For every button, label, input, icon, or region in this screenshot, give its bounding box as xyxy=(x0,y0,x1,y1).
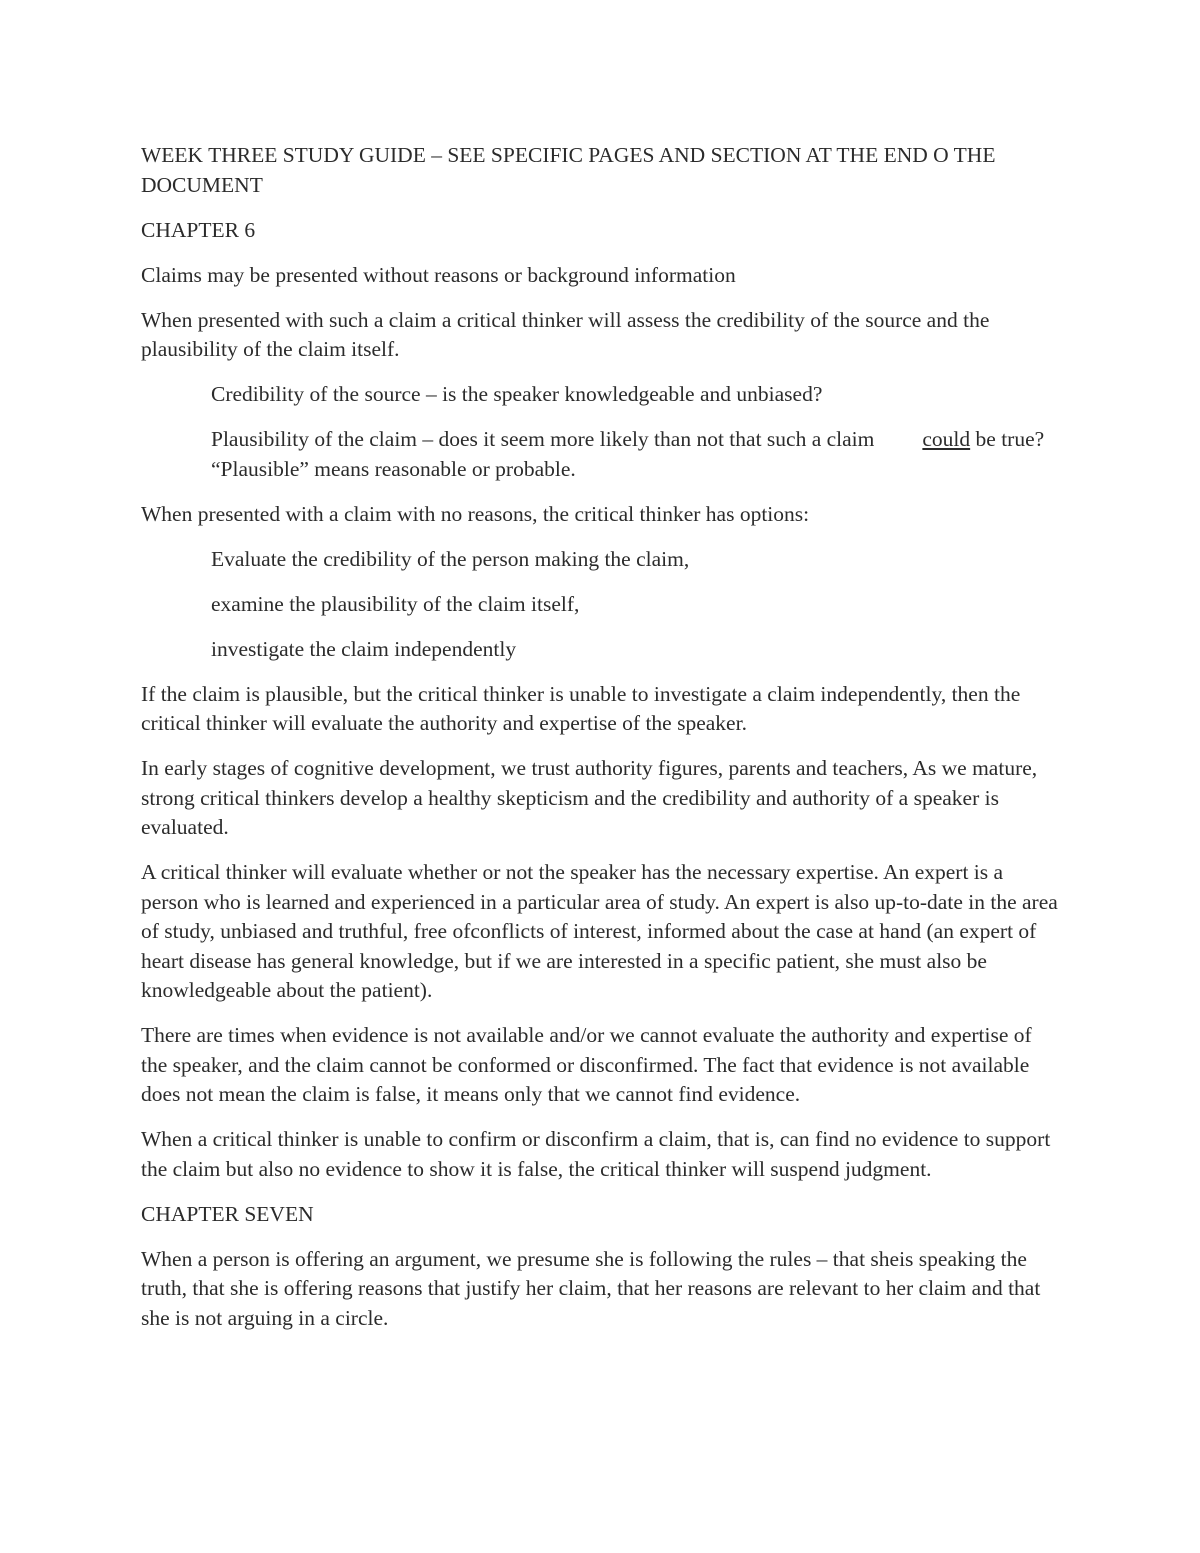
document-page xyxy=(141,141,1061,1349)
underlined-could: could xyxy=(922,427,971,451)
paragraph-early-stages: In early stages of cognitive development, we trust authority figures, parents and teachers, As we mature, strong critical thinkers develop a healthy skepticism and the credibility and authority of a speaker is evaluated. xyxy=(141,756,1038,839)
credibility-definition: Credibility of the source – is the speaker knowledgeable and unbiased? xyxy=(211,382,823,406)
plausibility-definition xyxy=(141,425,1061,484)
option-item: Evaluate the credibility of the person making the claim, xyxy=(211,546,690,571)
option-item: investigate the claim independently xyxy=(211,636,517,661)
chapter-6-heading: CHAPTER 6 xyxy=(141,217,256,242)
paragraph-no-evidence: There are times when evidence is not available and/or we cannot evaluate the authority and expertise of the speaker, and the claim cannot be conformed or disconfirmed. The fact that evidence is not available does not mean the claim is false, it means only that we cannot find evidence. xyxy=(141,1023,1032,1106)
paragraph-suspend-judgment: When a critical thinker is unable to confirm or disconfirm a claim, that is, can find no evidence to support the claim but also no evidence to show it is false, the critical thinker will suspend judgment. xyxy=(141,1127,1051,1181)
paragraph-claims-without-reasons: Claims may be presented without reasons or background information xyxy=(141,262,736,287)
paragraph-plausible-claim: If the claim is plausible, but the critical thinker is unable to investigate a claim independently, then the critical thinker will evaluate the authority and expertise of the speaker. xyxy=(141,681,1021,735)
option-item: examine the plausibility of the claim itself, xyxy=(211,591,580,616)
options-intro: When presented with a claim with no reasons, the critical thinker has options: xyxy=(141,501,810,526)
paragraph-expertise: A critical thinker will evaluate whether or not the speaker has the necessary expertise. An expert is a person who is learned and experienced in a particular area of study. An expert is also up-to-date in the area of study, unbiased and truthful, free ofconflicts of interest, informed about the case at hand (an expert of heart disease has general knowledge, but if we are interested in a specific patient, she must also be knowledgeable about the patient). xyxy=(141,860,1058,1002)
paragraph-argument-rules: When a person is offering an argument, we presume she is following the rules – that sheis speaking the truth, that she is offering reasons that justify her claim, that her reasons are relevant to her claim and that she is not arguing in a circle. xyxy=(141,1246,1041,1330)
plausibility-text: Plausibility of the claim – does it seem more likely than not that such a claim xyxy=(211,427,875,451)
plausibility-text-cont: be true? “Plausible” means reasonable or probable. xyxy=(211,427,1045,481)
document-title: WEEK THREE STUDY GUIDE – SEE SPECIFIC PAGES AND SECTION AT THE END O THE DOCUMENT xyxy=(141,143,996,197)
chapter-7-heading: CHAPTER SEVEN xyxy=(141,1201,314,1226)
paragraph-assess-credibility: When presented with such a claim a critical thinker will assess the credibility of the source and the plausibility of the claim itself. xyxy=(141,307,990,361)
